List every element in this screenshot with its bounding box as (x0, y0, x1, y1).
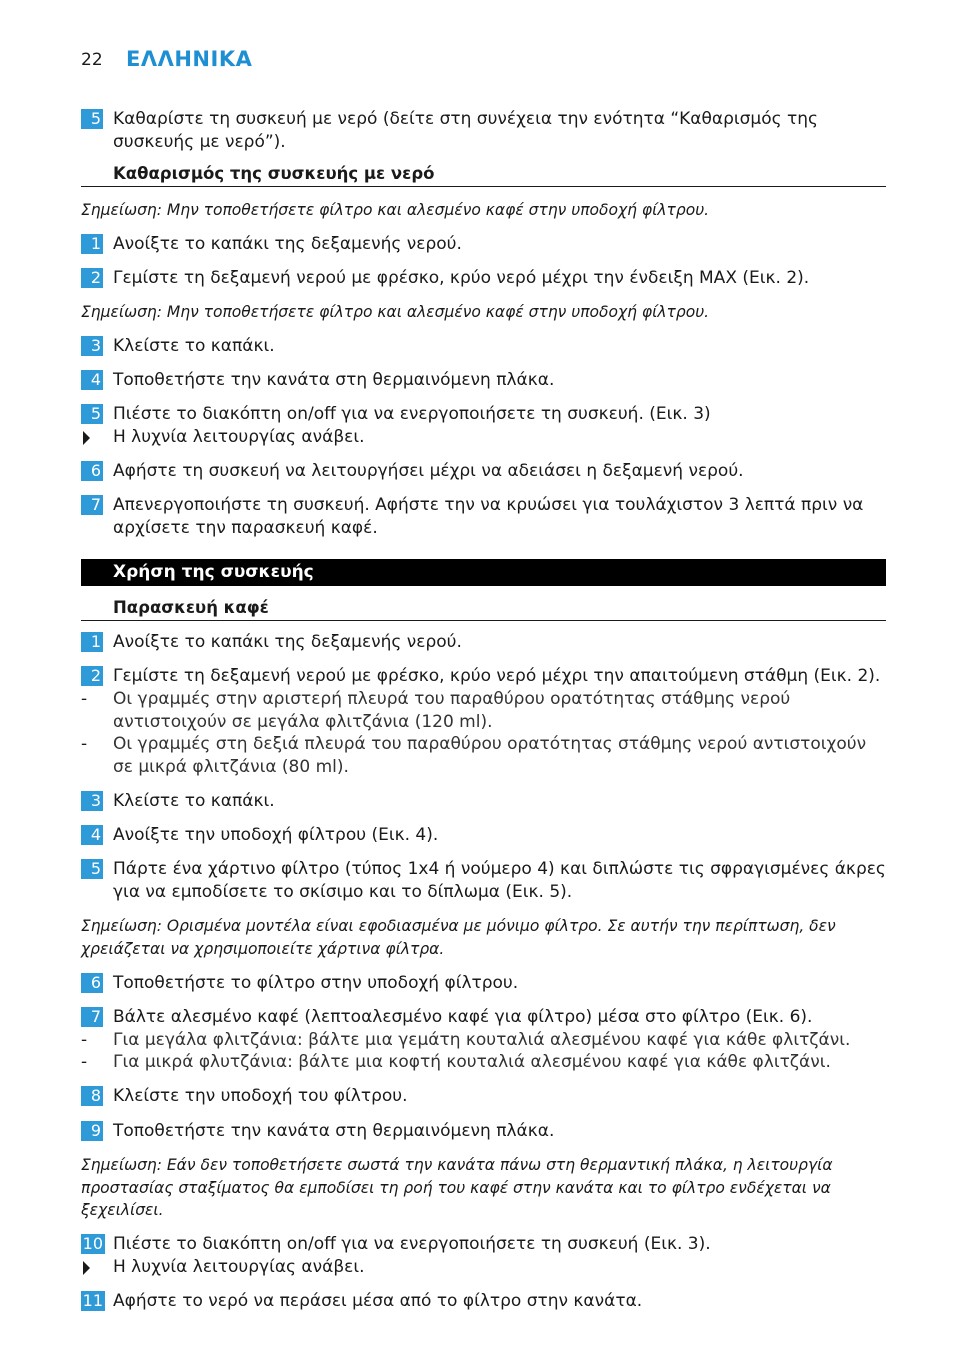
dash-bullet: - (81, 689, 88, 709)
step-item (81, 665, 887, 688)
step-number: 4 (81, 370, 103, 390)
dash-bullet: - (81, 1030, 88, 1050)
step-text: Γεμίστε τη δεξαμενή νερού με φρέσκο, κρύο νερό μέχρι την απαιτούμενη στάθμη (Εικ. 2). (113, 666, 881, 686)
dash-bullet: - (81, 734, 88, 754)
step-item (81, 1290, 887, 1313)
step-number: 8 (81, 1086, 103, 1106)
step-item (81, 1233, 887, 1256)
step-item (81, 790, 887, 813)
list-item-text: Για μεγάλα φλιτζάνια: βάλτε μια γεμάτη κουταλιά αλεσμένου καφέ για κάθε φλιτζάνι. (113, 1030, 851, 1050)
step-number: 5 (81, 109, 103, 129)
step-text: Πιέστε το διακόπτη on/off για να ενεργοποιήσετε τη συσκευή (Εικ. 3). (113, 1234, 711, 1254)
step-item (81, 631, 887, 654)
list-item-text: Οι γραμμές στην αριστερή πλευρά του παραθύρου ορατότητας στάθμης νερού αντιστοιχούν σε μεγάλα φλιτζάνια (120 ml). (113, 689, 791, 732)
section-title: Χρήση της συσκευής (113, 562, 314, 582)
step-item (81, 1006, 887, 1029)
step-item (81, 369, 887, 392)
step-item (81, 108, 887, 154)
step-text: Πάρτε ένα χάρτινο φίλτρο (τύπος 1x4 ή νούμερο 4) και διπλώστε τις σφραγισμένες άκρες για να εμποδίσετε το σκίσιμο και το δίπλωμα (Εικ. 5). (113, 859, 886, 902)
step-number: 7 (81, 1007, 103, 1027)
step-number: 1 (81, 234, 103, 254)
step-number: 3 (81, 336, 103, 356)
step-text: Κλείστε την υποδοχή του φίλτρου. (113, 1086, 408, 1106)
step-number: 9 (81, 1121, 103, 1141)
step-item (81, 335, 887, 358)
step-text: Πιέστε το διακόπτη on/off για να ενεργοποιήσετε τη συσκευή. (Εικ. 3) (113, 404, 711, 424)
step-text: Απενεργοποιήστε τη συσκευή. Αφήστε την να κρυώσει για τουλάχιστον 3 λεπτά πριν να αρχίσετε την παρασκευή καφέ. (113, 495, 864, 538)
step-text: Γεμίστε τη δεξαμενή νερού με φρέσκο, κρύο νερό μέχρι την ένδειξη MAX (Εικ. 2). (113, 268, 810, 288)
step-number: 2 (81, 268, 103, 288)
subsection-heading (81, 598, 886, 621)
list-item (81, 1051, 887, 1074)
step-text: Ανοίξτε την υποδοχή φίλτρου (Εικ. 4). (113, 825, 439, 845)
step-item (81, 460, 887, 483)
step-item (81, 494, 887, 540)
step-item (81, 267, 887, 290)
step-number: 6 (81, 461, 103, 481)
subsection-title: Καθαρισμός της συσκευής με νερό (113, 164, 435, 183)
step-number: 5 (81, 859, 103, 879)
step-number: 1 (81, 632, 103, 652)
step-item (81, 233, 887, 256)
note-text: Σημείωση: Μην τοποθετήσετε φίλτρο και αλεσμένο καφέ στην υποδοχή φίλτρου. (81, 201, 710, 219)
list-item (81, 733, 887, 779)
step-number: 11 (82, 1291, 103, 1310)
note-text: Σημείωση: Ορισμένα μοντέλα είναι εφοδιασμένα με μόνιμο φίλτρο. Σε αυτήν την περίπτωση, δεν χρειάζεται να χρησιμοποιείτε χάρτινα φίλτρα. (81, 917, 836, 958)
list-item-text: Οι γραμμές στη δεξιά πλευρά του παραθύρου ορατότητας στάθμης νερού αντιστοιχούν σε μικρά φλιτζάνια (80 ml). (113, 734, 867, 777)
list-item (81, 1029, 887, 1052)
step-number: 7 (81, 495, 103, 515)
step-text: Κλείστε το καπάκι. (113, 336, 275, 356)
step-text: Καθαρίστε τη συσκευή με νερό (δείτε στη συνέχεια την ενότητα “Καθαρισμός της συσκευής με νερό”). (113, 109, 818, 152)
step-number: 6 (81, 973, 103, 993)
subsection-heading (81, 164, 886, 187)
step-number: 3 (81, 791, 103, 811)
list-item (81, 688, 887, 734)
result-item (81, 426, 887, 449)
result-text: Η λυχνία λειτουργίας ανάβει. (113, 427, 365, 447)
triangle-bullet-icon (83, 431, 90, 445)
step-text: Τοποθετήστε το φίλτρο στην υποδοχή φίλτρου. (113, 973, 519, 993)
note-text: Σημείωση: Εάν δεν τοποθετήσετε σωστά την κανάτα πάνω στη θερμαντική πλάκα, η λειτουργία προστασίας σταξίματος θα εμποδίσει τη ροή του καφέ στην κανάτα και το φίλτρο ενδέχεται να ξεχειλίσει. (81, 1156, 833, 1219)
step-item (81, 1120, 887, 1143)
step-number: 10 (82, 1234, 103, 1253)
step-text: Βάλτε αλεσμένο καφέ (λεπτοαλεσμένο καφέ για φίλτρο) μέσα στο φίλτρο (Εικ. 6). (113, 1007, 813, 1027)
step-text: Ανοίξτε το καπάκι της δεξαμενής νερού. (113, 234, 462, 254)
language-heading: ΕΛΛΗΝΙΚΑ (126, 47, 253, 71)
step-item (81, 858, 887, 904)
step-text: Αφήστε τη συσκευή να λειτουργήσει μέχρι να αδειάσει η δεξαμενή νερού. (113, 461, 744, 481)
step-item (81, 972, 887, 995)
step-number: 2 (81, 666, 103, 686)
step-number: 4 (81, 825, 103, 845)
step-text: Ανοίξτε το καπάκι της δεξαμενής νερού. (113, 632, 462, 652)
step-text: Αφήστε το νερό να περάσει μέσα από το φίλτρο στην κανάτα. (113, 1291, 643, 1311)
step-item (81, 403, 887, 426)
note-text: Σημείωση: Μην τοποθετήσετε φίλτρο και αλεσμένο καφέ στην υποδοχή φίλτρου. (81, 303, 710, 321)
step-text: Τοποθετήστε την κανάτα στη θερμαινόμενη πλάκα. (113, 370, 555, 390)
step-text: Τοποθετήστε την κανάτα στη θερμαινόμενη πλάκα. (113, 1121, 555, 1141)
step-item (81, 824, 887, 847)
step-text: Κλείστε το καπάκι. (113, 791, 275, 811)
result-text: Η λυχνία λειτουργίας ανάβει. (113, 1257, 365, 1277)
subsection-title: Παρασκευή καφέ (113, 598, 269, 617)
triangle-bullet-icon (83, 1261, 90, 1275)
list-item-text: Για μικρά φλυτζάνια: βάλτε μια κοφτή κουταλιά αλεσμένου καφέ για κάθε φλιτζάνι. (113, 1052, 831, 1072)
result-item (81, 1256, 887, 1279)
step-item (81, 1085, 887, 1108)
step-number: 5 (81, 404, 103, 424)
dash-bullet: - (81, 1052, 88, 1072)
page-number: 22 (81, 50, 103, 70)
section-heading (81, 559, 886, 586)
